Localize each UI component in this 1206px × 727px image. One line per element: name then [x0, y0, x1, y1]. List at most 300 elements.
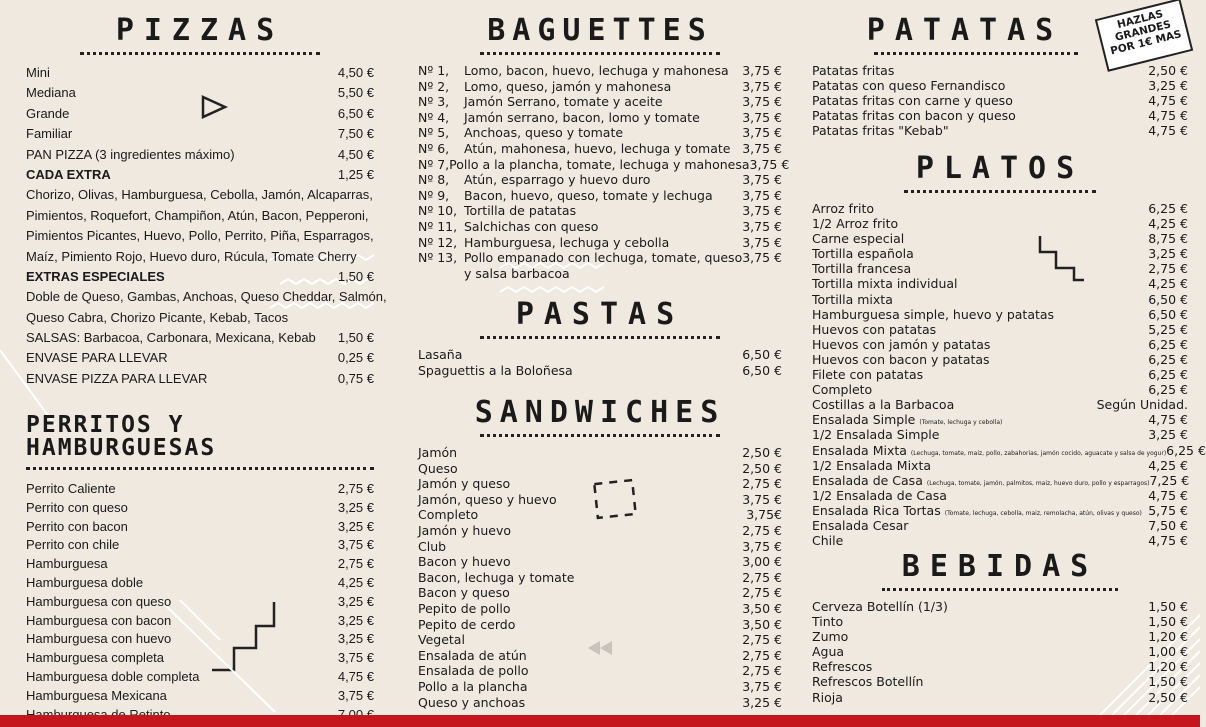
item-name: Hamburguesa [26, 556, 108, 572]
pastas-list [418, 347, 782, 378]
item-price: 3,25 € [1148, 246, 1188, 262]
list-item [812, 261, 1188, 276]
list-item [418, 632, 782, 648]
item-name: y salsa barbacoa [464, 265, 570, 281]
pizzas-title: PIZZAS [115, 13, 285, 48]
list-item [812, 382, 1188, 397]
item-price: 3,75 € [337, 687, 374, 703]
list-item [26, 687, 374, 706]
item-price: 6,25 € [1148, 336, 1188, 352]
item-price: 2,50 € [742, 460, 782, 476]
baguettes-section [418, 13, 790, 281]
item-name: Perrito con bacon [26, 518, 128, 534]
list-item [418, 110, 782, 126]
list-item [812, 599, 1188, 614]
item-price: 4,75 € [1148, 93, 1188, 109]
item-name: Jamón serrano, bacon, lomo y tomate [464, 109, 700, 125]
item-name: Atún, esparrago y huevo duro [464, 172, 651, 188]
item-name: Hamburguesa completa [26, 650, 165, 666]
list-item [812, 367, 1188, 382]
item-name: Ensalada Cesar [812, 517, 909, 533]
item-name: Lomo, bacon, huevo, lechuga y mahonesa [464, 63, 729, 78]
item-price: 5,25 € [1148, 321, 1188, 337]
item-price: 5,75 € [1148, 502, 1188, 518]
item-name: Hamburguesa con queso [26, 593, 172, 609]
item-price: 4,50 € [337, 146, 374, 162]
item-price: 2,50 € [742, 445, 782, 460]
item-price: 1,50 € [337, 330, 374, 346]
text-line: Pimientos Picantes, Huevo, Pollo, Perrito, Piña, Esparragos, [26, 228, 374, 244]
item-name: Ensalada de Casa [812, 472, 923, 488]
item-name: Grande [26, 105, 70, 121]
list-item [812, 231, 1188, 246]
item-price: 4,75 € [1148, 412, 1188, 428]
item-name: Pollo empanado con lechuga, tomate, queso [463, 250, 743, 266]
item-name: Hamburguesa doble completa [26, 668, 200, 684]
item-name: Bacon y huevo [418, 554, 511, 570]
item-name: Lomo, queso, jamón y mahonesa [464, 78, 672, 94]
item-price: 3,25 € [337, 593, 374, 609]
item-name: Ensalada Rica Tortas [812, 502, 941, 518]
list-item [812, 644, 1188, 659]
item-name: Filete con patatas [812, 367, 924, 383]
promo-badge: HAZLAS GRANDES POR 1€ MAS [1095, 0, 1193, 72]
list-item [26, 518, 374, 537]
item-price: 3,25 € [1148, 78, 1188, 94]
item-price: 2,75 € [742, 663, 782, 679]
list-item [812, 307, 1188, 322]
item-price: 0,75 € [337, 370, 374, 386]
item-price: 3,50 € [742, 600, 782, 616]
item-price: 3,75€ [746, 507, 782, 523]
item-note: (Lechuga, tomate, maiz, pollo, zabahorias, jamón cocido, aguacate y salsa de yogur) [910, 449, 1167, 457]
item-price: 6,25 € [1148, 201, 1188, 216]
item-number: Nº 8, [418, 172, 450, 188]
list-item [418, 617, 782, 633]
list-item [26, 83, 374, 103]
item-name: Anchoas, queso y tomate [464, 125, 624, 141]
list-item [812, 614, 1188, 629]
list-item [812, 201, 1188, 216]
baguettes-title: BAGUETTES [487, 13, 713, 48]
item-number: Nº 7, [418, 156, 450, 172]
item-name: Lasaña [418, 347, 463, 362]
item-price: 1,50 € [1148, 614, 1188, 630]
item-price: 6,25 € [1148, 382, 1188, 398]
item-price: 2,75 € [742, 647, 782, 663]
list-item [812, 629, 1188, 644]
pastas-section [418, 297, 782, 378]
item-name: Tortilla mixta [812, 291, 893, 307]
item-name: Pepito de cerdo [418, 616, 516, 632]
item-price: 1,20 € [1148, 629, 1188, 645]
item-name: Club [418, 538, 447, 554]
list-item [26, 369, 374, 389]
item-name: Pollo a la plancha, tomate, lechuga y mahonesa [449, 156, 750, 172]
item-name: Ensalada Mixta [812, 442, 907, 458]
especiales-list [26, 287, 387, 328]
item-name: Mini [26, 65, 50, 80]
list-item [812, 93, 1188, 108]
list-item [812, 659, 1188, 674]
item-name: Spaguettis a la Boloñesa [418, 362, 573, 378]
item-price: 1,50 € [1148, 674, 1188, 690]
item-price: Según Unidad. [1096, 397, 1188, 413]
list-item [418, 156, 790, 173]
item-price: 1,20 € [1148, 659, 1188, 675]
item-name: 1/2 Ensalada Simple [812, 427, 940, 443]
list-item [418, 554, 782, 570]
item-name: PAN PIZZA (3 ingredientes máximo) [26, 146, 235, 162]
item-name: ENVASE PARA LLEVAR [26, 350, 168, 366]
item-price: 3,75 € [742, 125, 782, 141]
item-name: Jamón y queso [418, 476, 511, 492]
list-item [418, 188, 782, 204]
list-item [418, 663, 782, 679]
item-price: 4,25 € [337, 574, 374, 590]
item-name: 1/2 Arroz frito [812, 216, 899, 232]
item-name: Tinto [812, 614, 844, 630]
item-name: Completo [418, 507, 479, 523]
list-item [26, 328, 374, 348]
list-item [812, 352, 1188, 367]
item-name: Zumo [812, 629, 849, 645]
item-number: Nº 6, [418, 140, 450, 156]
sandwiches-title: SANDWICHES [474, 395, 726, 430]
list-item [418, 445, 782, 461]
perritos-list [26, 480, 374, 724]
item-name: Huevos con jamón y patatas [812, 336, 991, 352]
item-price: 3,75 € [742, 218, 782, 234]
list-item [26, 612, 374, 631]
list-item [418, 648, 782, 664]
baguettes-list [418, 63, 790, 266]
item-number: Nº 4, [418, 109, 450, 125]
item-name: Tortilla francesa [812, 261, 912, 277]
list-item [26, 555, 374, 574]
item-name: Jamón y huevo [418, 522, 512, 538]
text-line: Pimientos, Roquefort, Champiñon, Atún, Bacon, Pepperoni, [26, 207, 369, 223]
item-name: Hamburguesa con huevo [26, 631, 172, 647]
item-price: 7,50 € [337, 126, 374, 142]
item-name: Tortilla española [812, 246, 914, 262]
item-price: 3,75 € [749, 156, 790, 172]
text-line: Queso Cabra, Chorizo Picante, Kebab, Tacos [26, 309, 289, 325]
item-name: Jamón, queso y huevo [418, 491, 557, 507]
list-item [26, 145, 374, 165]
list-item [418, 347, 782, 363]
item-name: Hamburguesa Mexicana [26, 687, 167, 703]
item-name: Mediana [26, 85, 76, 101]
item-name: Huevos con bacon y patatas [812, 351, 990, 367]
platos-list [812, 201, 1206, 549]
list-item [812, 337, 1188, 352]
divider [904, 190, 1096, 193]
bebidas-section [812, 549, 1188, 705]
list-item [418, 507, 782, 523]
item-name: Ensalada de pollo [418, 663, 529, 679]
item-name: Bacon, huevo, queso, tomate y lechuga [464, 187, 713, 203]
divider [80, 52, 320, 55]
item-note: (Tomate, lechuga y cebolla) [919, 419, 1003, 427]
list-item [418, 570, 782, 586]
item-name: SALSAS: Barbacoa, Carbonara, Mexicana, Kebab [26, 330, 316, 346]
list-item [418, 523, 782, 539]
item-price: 3,75 € [742, 78, 782, 94]
divider [26, 467, 374, 470]
item-price: 0,25 € [337, 350, 374, 366]
item-price: 7,25 € [1149, 472, 1190, 488]
list-item [812, 276, 1188, 291]
item-price: 2,75 € [742, 585, 782, 601]
item-name: Perrito con queso [26, 499, 128, 515]
item-note: (Lechuga, tomate, jamón, palmitos, maiz, huevo duro, pollo y esparragos) [926, 479, 1150, 487]
item-price: 5,50 € [337, 85, 374, 101]
list-item [26, 348, 374, 368]
item-number: Nº 10, [418, 203, 458, 219]
list-item [418, 141, 782, 157]
item-price: 3,75 € [742, 203, 782, 219]
list-item [26, 104, 374, 124]
item-price: 3,75 € [742, 187, 782, 203]
item-price: 3,75 € [742, 140, 782, 156]
list-item [418, 125, 782, 141]
item-price: 1,00 € [1148, 644, 1188, 660]
text-line: Maíz, Pimiento Rojo, Huevo duro, Rúcula, Tomate Cherry [26, 248, 357, 264]
list-item [26, 499, 374, 518]
item-name: Patatas con queso Fernandisco [812, 78, 1006, 94]
item-price: 6,50 € [1148, 306, 1188, 322]
item-name: Tortilla mixta individual [812, 276, 958, 292]
item-name: Perrito con chile [26, 537, 120, 553]
item-name: Perrito Caliente [26, 481, 116, 496]
item-price: 4,25 € [1148, 216, 1188, 232]
list-item [812, 397, 1188, 412]
item-name: Familiar [26, 126, 73, 142]
item-name: Ensalada de atún [418, 647, 527, 663]
list-item [26, 668, 374, 687]
item-price: 8,75 € [1148, 231, 1188, 247]
list-item [26, 124, 374, 144]
perritos-title: PERRITOS Y HAMBURGUESAS [26, 412, 217, 461]
item-name: Refrescos Botellín [812, 674, 924, 690]
item-number: Nº 2, [418, 78, 450, 94]
list-item [26, 630, 374, 649]
item-name: Tortilla de patatas [464, 203, 577, 219]
item-name: Atún, mahonesa, huevo, lechuga y tomate [464, 140, 731, 156]
item-name: Hamburguesa con bacon [26, 612, 172, 628]
list-item [26, 574, 374, 593]
item-price: 3,75 € [337, 650, 374, 666]
item-price: 2,50 € [1148, 689, 1188, 705]
item-name: Cerveza Botellín (1/3) [812, 599, 948, 614]
item-number: Nº 9, [418, 187, 450, 203]
list-item [418, 585, 782, 601]
list-item [418, 250, 782, 266]
item-price: 3,50 € [742, 616, 782, 632]
list-item [812, 533, 1188, 548]
item-number: Nº 1, [418, 63, 450, 78]
pizzas-extra-items [26, 328, 374, 389]
item-name: Bacon y queso [418, 585, 510, 601]
item-price: 3,25 € [337, 499, 374, 515]
pizzas-section [26, 13, 387, 389]
item-price: 6,25 € [1148, 367, 1188, 383]
item-note: (Tomate, lechuga, cebolla, maiz, remolacha, atún, olivas y queso) [944, 509, 1142, 517]
list-item [418, 172, 782, 188]
item-name: Hamburguesa simple, huevo y patatas [812, 306, 1055, 322]
divider [480, 434, 720, 437]
item-price: 6,50 € [337, 105, 374, 121]
list-item [418, 94, 782, 110]
item-number: Nº 3, [418, 94, 450, 110]
item-name: Jamón [418, 445, 458, 460]
item-price: 3,25 € [337, 612, 374, 628]
extras-list [26, 185, 374, 267]
item-number: Nº 11, [418, 218, 458, 234]
item-price: 3,75 € [742, 250, 782, 266]
item-price: 3,75 € [742, 538, 782, 554]
item-price: 2,75 € [742, 632, 782, 648]
patatas-list [812, 63, 1188, 138]
item-name: Rioja [812, 689, 843, 705]
platos-section [812, 151, 1206, 549]
item-price: 3,25 € [337, 631, 374, 647]
item-name: Refrescos [812, 659, 873, 675]
item-price: 2,75 € [337, 481, 374, 496]
item-number: Nº 5, [418, 125, 450, 141]
item-price: 3,25 € [1148, 427, 1188, 443]
item-price: 1,25 € [337, 166, 374, 182]
item-price: 6,25 € [1148, 351, 1188, 367]
item-price: 4,25 € [1148, 457, 1188, 473]
list-item [418, 461, 782, 477]
list-item [418, 203, 782, 219]
list-item [26, 536, 374, 555]
item-name: Huevos con patatas [812, 321, 937, 337]
item-number: Nº 13, [418, 250, 458, 266]
item-price: 6,50 € [742, 347, 782, 362]
item-price: 3,75 € [742, 94, 782, 110]
item-price: 3,75 € [742, 678, 782, 694]
item-price: 6,50 € [1148, 291, 1188, 307]
item-name: Agua [812, 644, 845, 660]
item-name: 1/2 Ensalada Mixta [812, 457, 932, 473]
list-item [812, 442, 1206, 458]
item-name: Jamón Serrano, tomate y aceite [464, 94, 663, 110]
list-item [812, 690, 1188, 705]
list-item [418, 235, 782, 251]
item-name: Patatas fritas "Kebab" [812, 123, 949, 139]
platos-title: PLATOS [915, 151, 1085, 186]
sandwiches-list [418, 445, 782, 710]
item-price: 4,50 € [337, 65, 374, 80]
item-price: 3,75 € [742, 109, 782, 125]
item-name: CADA EXTRA [26, 166, 111, 182]
text-line: Chorizo, Olivas, Hamburguesa, Cebolla, Jamón, Alcaparras, [26, 187, 373, 203]
bebidas-list [812, 599, 1188, 705]
item-price: 6,25 € [1166, 442, 1206, 458]
list-item [812, 108, 1188, 123]
list-item [418, 601, 782, 617]
list-item [812, 292, 1188, 307]
item-price: 4,75 € [1148, 487, 1188, 503]
item-price: 7,50 € [1148, 517, 1188, 533]
divider [480, 336, 720, 339]
item-price: 2,75 € [337, 556, 374, 572]
cada-extra-row [26, 165, 374, 185]
divider [480, 52, 720, 55]
divider [874, 52, 1078, 55]
item-price: 4,75 € [1148, 533, 1188, 549]
list-item [26, 480, 374, 499]
list-item [812, 473, 1188, 488]
list-item [418, 79, 782, 95]
item-name: 1/2 Ensalada de Casa [812, 487, 947, 503]
item-name: Pollo a la plancha [418, 678, 528, 694]
item-price: 4,25 € [1148, 276, 1188, 292]
item-name: Costillas a la Barbacoa [812, 397, 955, 413]
text-line: Doble de Queso, Gambas, Anchoas, Queso Cheddar, Salmón, [26, 289, 387, 305]
list-item [418, 363, 782, 379]
item-name: Bacon, lechuga y tomate [418, 569, 575, 585]
list-item [26, 63, 374, 83]
item-name: Patatas fritas con carne y queso [812, 93, 1013, 109]
pastas-title: PASTAS [515, 297, 685, 332]
list-item [418, 492, 782, 508]
list-item [812, 674, 1188, 689]
item-price: 1,50 € [337, 268, 374, 284]
item-price: 3,75 € [742, 491, 782, 507]
item-name: Hamburguesa doble [26, 574, 144, 590]
patatas-title: PATATAS [866, 13, 1064, 48]
item-price: 1,50 € [1148, 599, 1188, 614]
item-price: 2,50 € [1148, 63, 1188, 78]
item-price: 3,25 € [742, 694, 782, 710]
item-name: Hamburguesa, lechuga y cebolla [464, 234, 670, 250]
item-price: 3,25 € [337, 518, 374, 534]
divider [882, 588, 1118, 591]
item-price: 4,75 € [1148, 108, 1188, 124]
item-name: Pepito de pollo [418, 600, 511, 616]
item-name: Queso y anchoas [418, 694, 526, 710]
list-item [418, 219, 782, 235]
item-price: 3,00 € [742, 554, 782, 570]
item-price: 3,75 € [742, 234, 782, 250]
list-item [418, 266, 782, 282]
perritos-section [26, 414, 374, 724]
sandwiches-section [418, 395, 782, 710]
item-price: 4,75 € [337, 668, 374, 684]
list-item [26, 593, 374, 612]
item-price: 2,75 € [742, 569, 782, 585]
item-price: 4,75 € [1148, 123, 1188, 139]
item-price: 6,50 € [742, 362, 782, 378]
list-item [418, 476, 782, 492]
list-item [418, 695, 782, 711]
bottom-bar [0, 715, 1200, 727]
list-item [418, 63, 782, 79]
list-item [812, 503, 1188, 518]
list-item [812, 246, 1188, 261]
item-number: Nº 12, [418, 234, 458, 250]
list-item [812, 322, 1188, 337]
item-price: 3,75 € [742, 172, 782, 188]
list-item [812, 123, 1188, 138]
list-item [418, 539, 782, 555]
list-item [26, 649, 374, 668]
item-name: Carne especial [812, 231, 905, 247]
